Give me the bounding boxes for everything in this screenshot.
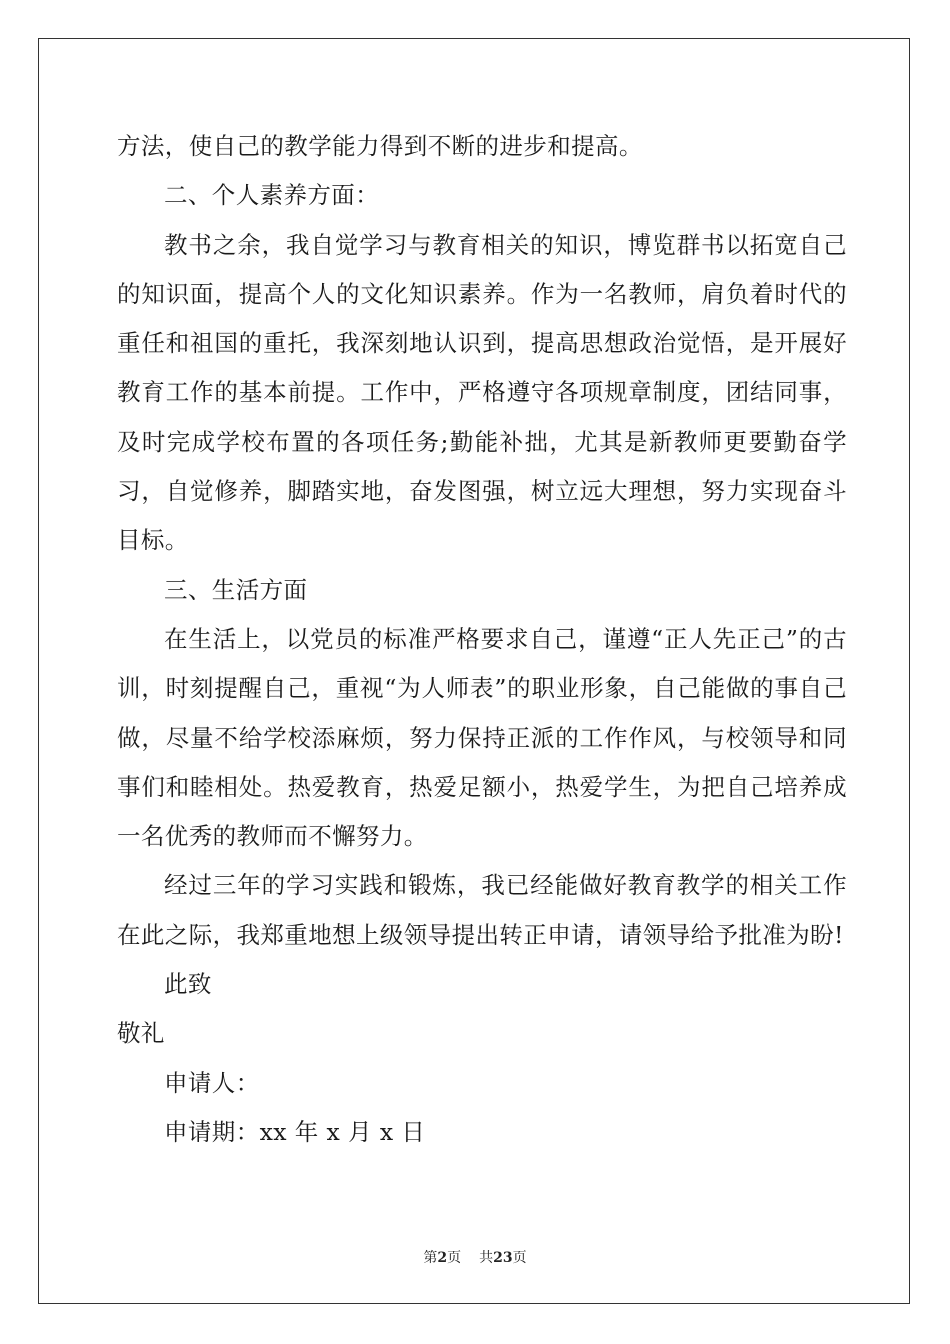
application-date-line: 申请期：xx 年 x 月 x 日	[164, 1117, 426, 1146]
paragraph-application-request: 经过三年的学习实践和锻炼，我已经能做好教育教学的相关工作在此之际，我郑重地想上级领导提出转正申请，请领导给予批准为盼!	[117, 871, 847, 949]
page-prefix: 第	[423, 1250, 438, 1266]
total-pages: 23	[493, 1250, 513, 1266]
paragraph-life: 在生活上，以党员的标准严格要求自己，谨遵“正人先正己”的古训，时刻提醒自己，重视“为人师表”的职业形象，自己能做的事自己做，尽量不给学校添麻烦，努力保持正派的工作作风，与校领导和同事们和睦相处。热爱教育，热爱足额小，热爱学生，为把自己培养成一名优秀的教师而不懈努力。	[117, 624, 847, 851]
section-heading-personal-quality: 二、个人素养方面：	[164, 181, 380, 210]
paragraph-method-conclusion: 方法，使自己的教学能力得到不断的进步和提高。	[117, 132, 643, 160]
section-heading-life: 三、生活方面	[164, 575, 308, 604]
applicant-line: 申请人：	[164, 1068, 260, 1097]
page-suffix: 页	[447, 1250, 462, 1266]
total-suffix: 页	[512, 1250, 527, 1266]
closing-regards: 敬礼	[117, 1019, 165, 1048]
document-body	[117, 122, 847, 1157]
page-footer	[0, 1247, 950, 1267]
total-prefix: 共	[479, 1250, 494, 1266]
page-number: 2	[437, 1250, 448, 1266]
closing-salutation: 此致	[164, 970, 212, 999]
paragraph-personal-quality: 教书之余，我自觉学习与教育相关的知识，博览群书以拓宽自己的知识面，提高个人的文化知识素养。作为一名教师，肩负着时代的重任和祖国的重托，我深刻地认识到，提高思想政治觉悟，是开展好教育工作的基本前提。工作中，严格遵守各项规章制度，团结同事，及时完成学校布置的各项任务;勤能补拙，尤其是新教师更要勤奋学习，自觉修养，脚踏实地，奋发图强，树立远大理想，努力实现奋斗目标。	[117, 230, 847, 555]
